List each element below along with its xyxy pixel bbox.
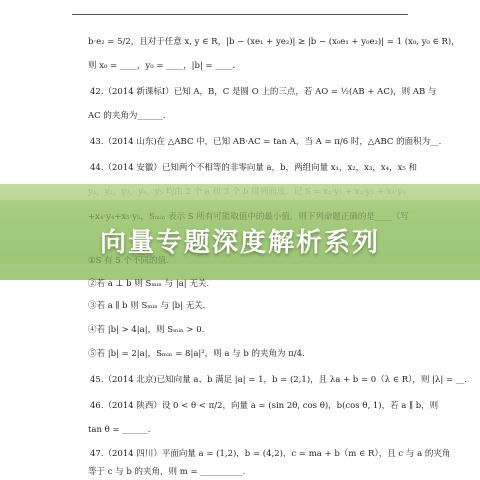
text-line: tan θ = ______. (88, 425, 151, 435)
text-line: b·e₂ = 5/2，且对于任意 x, y ∈ R，|b − (xe₁ + ye₂)| ≥ |b − (x₀e₁ + y₀e₂)| = 1 (x₀, y₀ ∈ R)， (88, 37, 460, 47)
text-line-obscured: +x₄·y₄+x₅·y₅，Sₘᵢₙ 表示 S 所有可能取值中的最小值．则下列命题正确的是____（写 (88, 212, 409, 222)
text-line: AC 的夹角为______. (88, 111, 166, 121)
question-42: 42.（2014 新课标Ⅰ）已知 A，B，C 是圆 O 上的三点，若 AO = ½(AB + AC)，则 AB 与 (90, 87, 437, 97)
question-44: 44.（2014 安徽）已知两个不相等的非零向量 a，b，两组向量 x₁，x₂，x₃，x₄，x₅ 和 (90, 163, 417, 173)
text-line: 等于 c 与 b 的夹角，则 m = __________. (88, 467, 246, 477)
banner-title: 向量专题深度解析系列 (99, 228, 380, 258)
top-rule (72, 14, 408, 15)
option-1-obscured: ①S 有 5 个不同的值. (88, 256, 169, 266)
option-3: ③若 a ∥ b 则 Sₘᵢₙ 与 |b| 无关. (88, 301, 206, 311)
question-43: 43.（2014 山东)在 △ABC 中，已知 AB·AC = tan A，当 A = π/6 时，△ABC 的面积为__. (90, 137, 442, 147)
question-45: 45.（2014 北京)已知向量 a、b 满足 |a| = 1，b = (2,1)，且 λa + b = 0（λ ∈ R），则 |λ| = __. (90, 375, 467, 385)
question-46: 46.（2014 陕西）设 0 < θ < π/2，向量 a = (sin 2θ, cos θ)，b(cos θ, 1)，若 a ∥ b，则 (90, 401, 439, 411)
question-47: 47.（2014 四川）平面向量 a = (1,2)，b = (4,2)，c = ma + b（m ∈ R），且 c 与 a 的夹角 (90, 449, 451, 459)
text-line: 则 x₀ = ____，y₀ = ____，|b| = ____. (88, 61, 236, 71)
option-2: ②若 a ⊥ b 则 Sₘᵢₙ 与 |a| 无关. (88, 279, 210, 289)
option-5: ⑤若 |b| = 2|a|，Sₘᵢₙ = 8|a|²，则 a 与 b 的夹角为 π/4. (88, 349, 305, 359)
option-4: ④若 |b| > 4|a|，则 Sₘᵢₙ > 0. (88, 325, 205, 335)
